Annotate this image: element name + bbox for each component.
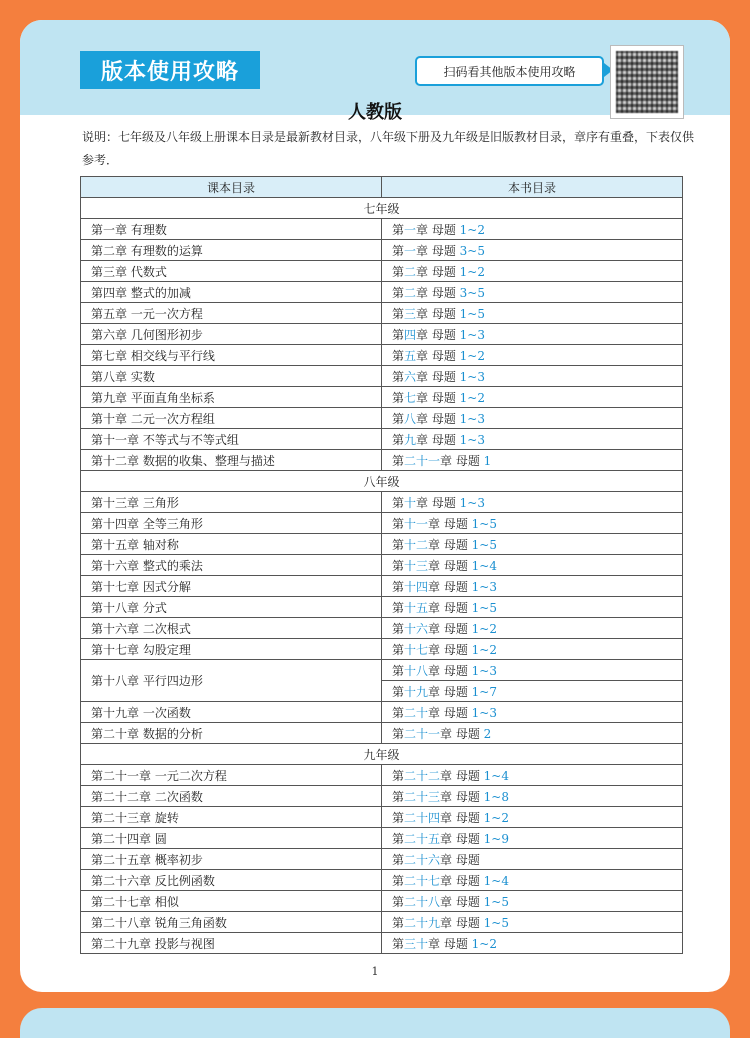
textbook-chapter: 第十四章 全等三角形 <box>81 513 382 534</box>
book-chapter: 第七章 母题 1~2 <box>382 387 683 408</box>
textbook-chapter: 第十一章 不等式与不等式组 <box>81 429 382 450</box>
table-row <box>81 828 683 849</box>
textbook-chapter: 第十章 二元一次方程组 <box>81 408 382 429</box>
table-row <box>81 240 683 261</box>
book-chapter: 第四章 母题 1~3 <box>382 324 683 345</box>
book-chapter: 第十八章 母题 1~3 <box>382 660 683 681</box>
note-paragraph: 说明：七年级及八年级上册课本目录是最新教材目录，八年级下册及九年级是旧版教材目录，章序有重叠，下表仅供参考． <box>82 130 695 167</box>
book-chapter: 第十六章 母题 1~2 <box>382 618 683 639</box>
book-chapter: 第一章 母题 1~2 <box>382 219 683 240</box>
table-row <box>81 387 683 408</box>
textbook-chapter: 第十五章 轴对称 <box>81 534 382 555</box>
book-chapter: 第五章 母题 1~2 <box>382 345 683 366</box>
book-chapter: 第二十五章 母题 1~9 <box>382 828 683 849</box>
textbook-chapter: 第十七章 因式分解 <box>81 576 382 597</box>
book-chapter: 第十二章 母题 1~5 <box>382 534 683 555</box>
textbook-chapter: 第十六章 二次根式 <box>81 618 382 639</box>
table-row <box>81 492 683 513</box>
table-row <box>81 597 683 618</box>
table-row <box>81 702 683 723</box>
textbook-chapter: 第二十六章 反比例函数 <box>81 870 382 891</box>
book-chapter: 第二十章 母题 1~3 <box>382 702 683 723</box>
grade-row <box>81 744 683 765</box>
book-chapter: 第二章 母题 1~2 <box>382 261 683 282</box>
book-chapter: 第十五章 母题 1~5 <box>382 597 683 618</box>
book-chapter: 第十七章 母题 1~2 <box>382 639 683 660</box>
textbook-chapter: 第七章 相交线与平行线 <box>81 345 382 366</box>
table-row <box>81 912 683 933</box>
grade-row <box>81 471 683 492</box>
table-row <box>81 345 683 366</box>
toc-table <box>80 176 683 954</box>
book-chapter: 第二十三章 母题 1~8 <box>382 786 683 807</box>
book-chapter: 第三章 母题 1~5 <box>382 303 683 324</box>
textbook-chapter: 第九章 平面直角坐标系 <box>81 387 382 408</box>
book-chapter: 第十九章 母题 1~7 <box>382 681 683 702</box>
textbook-chapter: 第一章 有理数 <box>81 219 382 240</box>
textbook-chapter: 第八章 实数 <box>81 366 382 387</box>
textbook-chapter: 第四章 整式的加减 <box>81 282 382 303</box>
book-chapter: 第一章 母题 3~5 <box>382 240 683 261</box>
table-row <box>81 933 683 954</box>
book-chapter: 第九章 母题 1~3 <box>382 429 683 450</box>
book-chapter: 第二十七章 母题 1~4 <box>382 870 683 891</box>
table-row <box>81 219 683 240</box>
page-number: 1 <box>371 965 379 978</box>
grade-heading: 九年级 <box>81 744 683 765</box>
textbook-chapter: 第五章 一元一次方程 <box>81 303 382 324</box>
book-chapter: 第十章 母题 1~3 <box>382 492 683 513</box>
textbook-chapter: 第十六章 整式的乘法 <box>81 555 382 576</box>
grade-heading: 七年级 <box>81 198 683 219</box>
table-row <box>81 807 683 828</box>
book-chapter: 第二十四章 母题 1~2 <box>382 807 683 828</box>
book-chapter: 第八章 母题 1~3 <box>382 408 683 429</box>
textbook-chapter: 第六章 几何图形初步 <box>81 324 382 345</box>
book-chapter: 第二十二章 母题 1~4 <box>382 765 683 786</box>
textbook-chapter: 第二十二章 二次函数 <box>81 786 382 807</box>
textbook-chapter: 第二十一章 一元二次方程 <box>81 765 382 786</box>
table-row <box>81 408 683 429</box>
table-row <box>81 366 683 387</box>
table-row <box>81 324 683 345</box>
table-row <box>81 891 683 912</box>
textbook-chapter: 第二十九章 投影与视图 <box>81 933 382 954</box>
table-row <box>81 660 683 681</box>
table-row <box>81 618 683 639</box>
textbook-chapter: 第二十三章 旋转 <box>81 807 382 828</box>
textbook-chapter: 第十八章 分式 <box>81 597 382 618</box>
textbook-chapter: 第十二章 数据的收集、整理与描述 <box>81 450 382 471</box>
book-chapter: 第二十八章 母题 1~5 <box>382 891 683 912</box>
table-row <box>81 429 683 450</box>
textbook-chapter: 第二十五章 概率初步 <box>81 849 382 870</box>
grade-row <box>81 198 683 219</box>
table-row <box>81 870 683 891</box>
column-header-textbook: 课本目录 <box>81 177 382 198</box>
table-row <box>81 765 683 786</box>
textbook-chapter: 第十三章 三角形 <box>81 492 382 513</box>
column-header-book: 本书目录 <box>382 177 683 198</box>
table-row <box>81 786 683 807</box>
textbook-chapter: 第十八章 平行四边形 <box>81 660 382 702</box>
book-chapter: 第二十九章 母题 1~5 <box>382 912 683 933</box>
table-row <box>81 450 683 471</box>
table-row <box>81 282 683 303</box>
table-row <box>81 723 683 744</box>
textbook-chapter: 第二十八章 锐角三角函数 <box>81 912 382 933</box>
table-header-row <box>81 177 683 198</box>
book-chapter: 第十四章 母题 1~3 <box>382 576 683 597</box>
table-row <box>81 639 683 660</box>
textbook-chapter: 第二十七章 相似 <box>81 891 382 912</box>
textbook-chapter: 第十七章 勾股定理 <box>81 639 382 660</box>
textbook-chapter: 第三章 代数式 <box>81 261 382 282</box>
table-row <box>81 555 683 576</box>
book-chapter: 第十三章 母题 1~4 <box>382 555 683 576</box>
textbook-chapter: 第十九章 一次函数 <box>81 702 382 723</box>
section-title-badge: 版本使用攻略 <box>80 51 260 89</box>
book-chapter: 第二十一章 母题 1 <box>382 450 683 471</box>
textbook-chapter: 第二十章 数据的分析 <box>81 723 382 744</box>
next-page-card <box>20 1008 730 1038</box>
table-row <box>81 576 683 597</box>
textbook-chapter: 第二十四章 圆 <box>81 828 382 849</box>
scan-hint-label: 扫码看其他版本使用攻略 <box>415 56 604 86</box>
guide-page <box>20 20 730 992</box>
book-chapter: 第二十六章 母题 <box>382 849 683 870</box>
textbook-chapter: 第二章 有理数的运算 <box>81 240 382 261</box>
table-row <box>81 261 683 282</box>
grade-heading: 八年级 <box>81 471 683 492</box>
table-row <box>81 513 683 534</box>
table-row <box>81 849 683 870</box>
book-chapter: 第六章 母题 1~3 <box>382 366 683 387</box>
edition-title: 人教版 <box>348 102 402 123</box>
book-chapter: 第二十一章 母题 2 <box>382 723 683 744</box>
book-chapter: 第三十章 母题 1~2 <box>382 933 683 954</box>
book-chapter: 第二章 母题 3~5 <box>382 282 683 303</box>
book-chapter: 第十一章 母题 1~5 <box>382 513 683 534</box>
table-row <box>81 534 683 555</box>
table-row <box>81 303 683 324</box>
